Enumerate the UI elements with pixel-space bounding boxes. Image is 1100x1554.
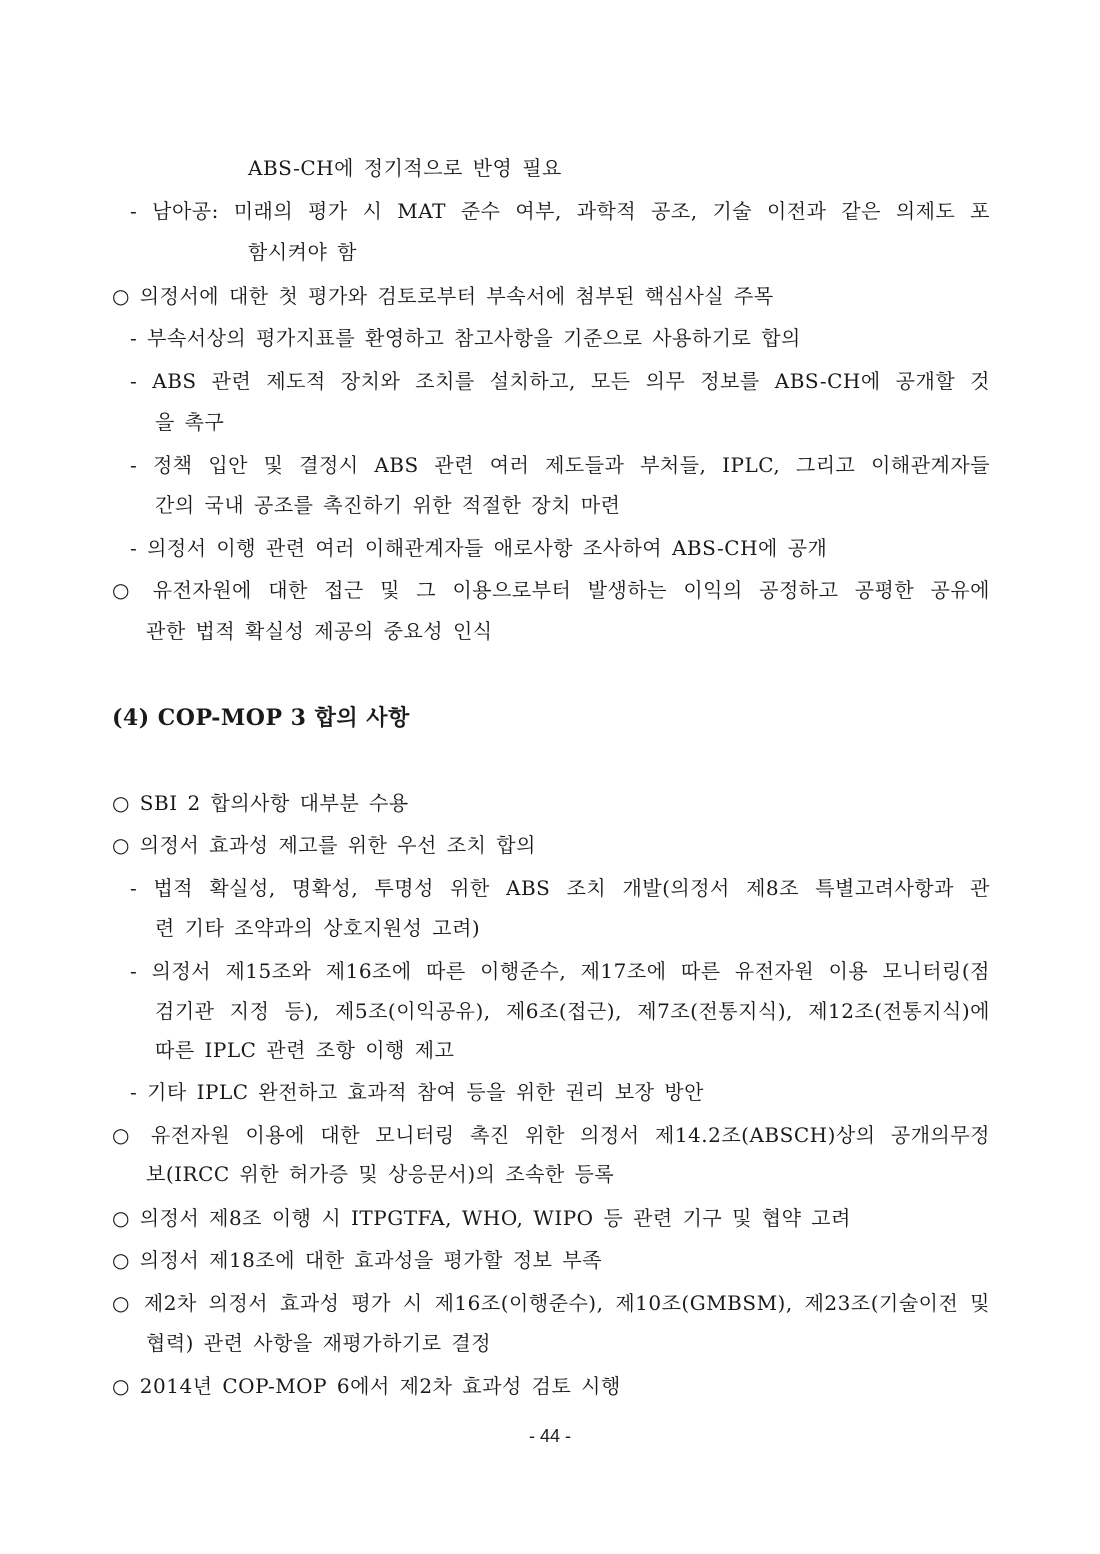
text-line: ABS-CH에 정기적으로 반영 필요	[248, 156, 562, 180]
page-number: - 44 -	[528, 1426, 571, 1446]
text-line: 협력) 관련 사항을 재평가하기로 결정	[146, 1331, 492, 1355]
bullet-line: ○ SBI 2 합의사항 대부분 수용	[112, 791, 409, 815]
bullet-line: ○ 제2차 의정서 효과성 평가 시 제16조(이행준수), 제10조(GMBSM), 제23조(기술이전 및	[112, 1291, 990, 1315]
bullet-line: ○ 유전자원 이용에 대한 모니터링 촉진 위한 의정서 제14.2조(ABSCH)상의 공개의무정	[112, 1123, 990, 1147]
bullet-line: ○ 유전자원에 대한 접근 및 그 이용으로부터 발생하는 이익의 공정하고 공평한 공유에	[112, 578, 990, 602]
bullet-line: ○ 의정서 효과성 제고를 위한 우선 조치 합의	[112, 833, 536, 857]
bullet-line: ○ 의정서에 대한 첫 평가와 검토로부터 부속서에 첨부된 핵심사실 주목	[112, 284, 774, 308]
text-line: 간의 국내 공조를 촉진하기 위한 적절한 장치 마련	[155, 493, 621, 517]
text-line: 련 기타 조약과의 상호지원성 고려)	[155, 916, 481, 940]
bullet-line: ○ 의정서 제8조 이행 시 ITPGTFA, WHO, WIPO 등 관련 기구 및 협약 고려	[112, 1206, 851, 1230]
text-line: - 법적 확실성, 명확성, 투명성 위한 ABS 조치 개발(의정서 제8조 특별고려사항과 관	[130, 876, 990, 900]
text-line: 관한 법적 확실성 제공의 중요성 인식	[146, 619, 493, 643]
text-line: - 정책 입안 및 결정시 ABS 관련 여러 제도들과 부처들, IPLC, 그리고 이해관계자들	[130, 453, 990, 477]
text-line: 보(IRCC 위한 허가증 및 상응문서)의 조속한 등록	[146, 1162, 615, 1186]
bullet-line: ○ 2014년 COP-MOP 6에서 제2차 효과성 검토 시행	[112, 1374, 621, 1398]
text-line: - 남아공: 미래의 평가 시 MAT 준수 여부, 과학적 공조, 기술 이전과 같은 의제도 포	[130, 199, 990, 223]
text-line: 따른 IPLC 관련 조항 이행 제고	[155, 1038, 455, 1062]
text-line: - 부속서상의 평가지표를 환영하고 참고사항을 기준으로 사용하기로 합의	[130, 326, 801, 350]
text-line: 을 촉구	[155, 410, 225, 434]
text-line: 함시켜야 함	[248, 240, 357, 264]
bullet-line: ○ 의정서 제18조에 대한 효과성을 평가할 정보 부족	[112, 1248, 602, 1272]
text-line: - 의정서 이행 관련 여러 이해관계자들 애로사항 조사하여 ABS-CH에 공개	[130, 536, 828, 560]
text-line: 검기관 지정 등), 제5조(이익공유), 제6조(접근), 제7조(전통지식), 제12조(전통지식)에	[155, 999, 990, 1023]
text-line: - 의정서 제15조와 제16조에 따른 이행준수, 제17조에 따른 유전자원 이용 모니터링(점	[130, 959, 990, 983]
text-line: - ABS 관련 제도적 장치와 조치를 설치하고, 모든 의무 정보를 ABS-CH에 공개할 것	[130, 369, 990, 393]
section-heading: (4) COP-MOP 3 합의 사항	[112, 705, 410, 731]
text-line: - 기타 IPLC 완전하고 효과적 참여 등을 위한 권리 보장 방안	[130, 1080, 704, 1104]
